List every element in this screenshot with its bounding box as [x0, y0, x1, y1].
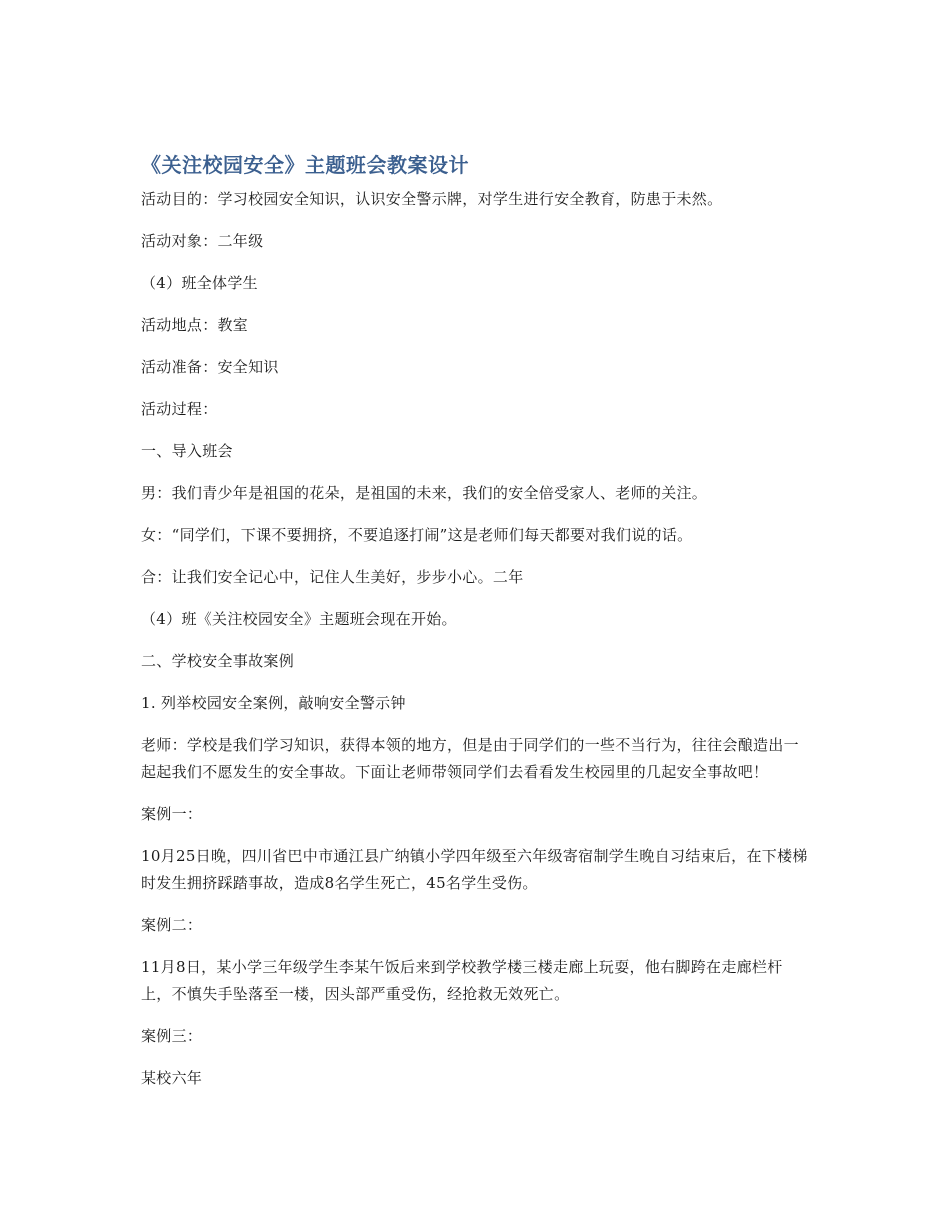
document-page: [141, 150, 811, 1107]
case-two-heading: 案例二：: [141, 916, 203, 934]
case-three-heading: 案例三：: [141, 1027, 203, 1045]
paragraph-together-line: 合：让我们安全记心中，记住人生美好，步步小心。二年: [141, 568, 524, 586]
case-two-text: 11月8日，某小学三年级学生李某午饭后来到学校教学楼三楼走廊上玩耍，他右脚跨在走廊栏杆上，不慎失手坠落至一楼，因头部严重受伤，经抢救无效死亡。: [141, 958, 783, 1003]
paragraph-boy-line: 男：我们青少年是祖国的花朵，是祖国的未来，我们的安全倍受家人、老师的关注。: [141, 484, 708, 502]
paragraph-class: （4）班全体学生: [141, 274, 258, 292]
paragraph-girl-line: 女：“同学们，下课不要拥挤，不要追逐打闹”这是老师们每天都要对我们说的话。: [141, 526, 693, 544]
paragraph-meeting-start: （4）班《关注校园安全》主题班会现在开始。: [141, 610, 457, 628]
paragraph-teacher-intro: 老师：学校是我们学习知识，获得本领的地方，但是由于同学们的一些不当行为，往往会酿造出一起起我们不愿发生的安全事故。下面让老师带领同学们去看看发生校园里的几起安全事故吧！: [141, 736, 799, 781]
section-heading-cases: 二、学校安全事故案例: [141, 652, 295, 670]
paragraph-activity-purpose: 活动目的：学习校园安全知识，认识安全警示牌，对学生进行安全教育，防患于未然。: [141, 190, 723, 208]
paragraph-activity-preparation: 活动准备：安全知识: [141, 358, 279, 376]
subheading-case-list: 1. 列举校园安全案例，敲响安全警示钟: [141, 694, 406, 712]
paragraph-activity-location: 活动地点：教室: [141, 316, 249, 334]
case-three-text: 某校六年: [141, 1069, 203, 1087]
paragraph-activity-process: 活动过程：: [141, 400, 218, 418]
case-one-text: 10月25日晚，四川省巴中市通江县广纳镇小学四年级至六年级寄宿制学生晚自习结束后，在下楼梯时发生拥挤踩踏事故，造成8名学生死亡，45名学生受伤。: [141, 847, 808, 892]
section-heading-intro: 一、导入班会: [141, 442, 233, 460]
paragraph-activity-target: 活动对象：二年级: [141, 232, 264, 250]
case-one-heading: 案例一：: [141, 805, 203, 823]
document-title: 《关注校园安全》主题班会教案设计: [141, 153, 469, 177]
